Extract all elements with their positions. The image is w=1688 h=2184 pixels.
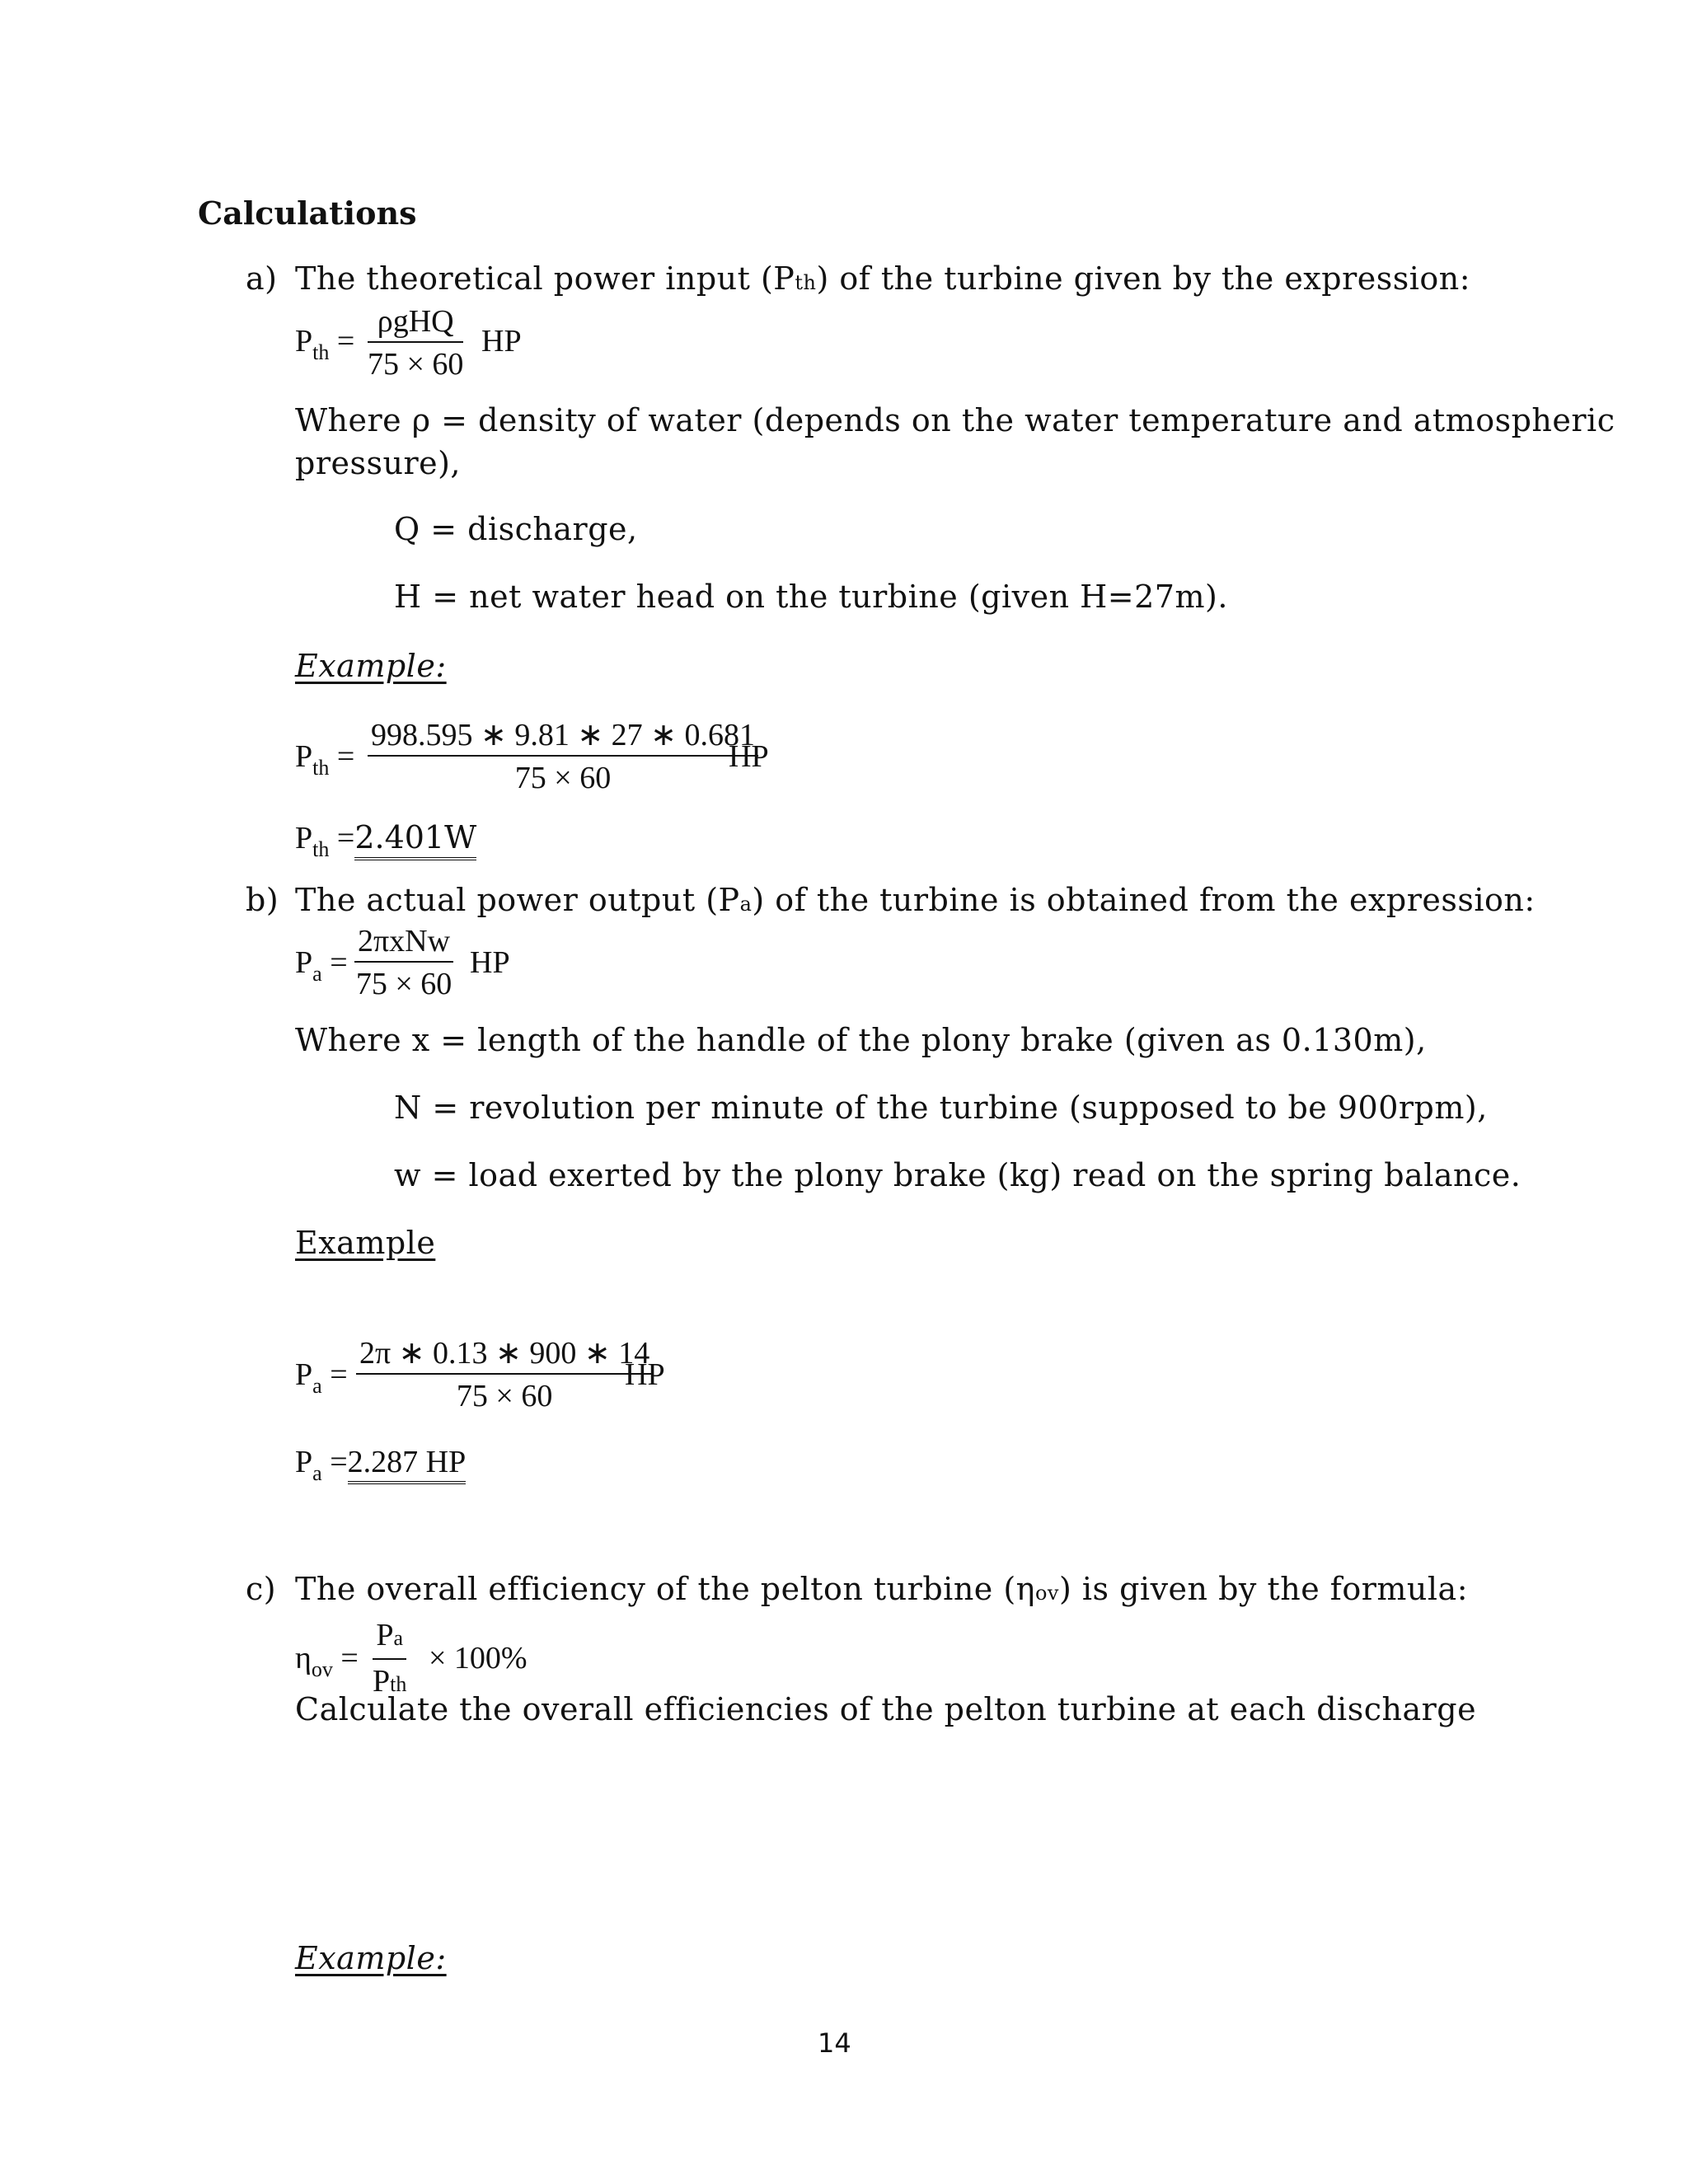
pa-lhs-symbol: P bbox=[295, 945, 313, 980]
pa-fraction bbox=[354, 923, 453, 1002]
part-c-intro-pre: The overall efficiency of the pelton turbine (η bbox=[295, 1571, 1035, 1607]
pa-denominator: 75 × 60 bbox=[355, 967, 452, 1001]
part-a-intro-pre: The theoretical power input (P bbox=[295, 260, 795, 297]
part-c-intro-post: ) is given by the formula: bbox=[1058, 1571, 1469, 1607]
pth-example-numerator: 998.595 ∗ 9.81 ∗ 27 ∗ 0.681 bbox=[368, 717, 758, 757]
example-label-a: Example: bbox=[295, 648, 447, 684]
pa-example-numerator: 2π ∗ 0.13 ∗ 900 ∗ 14 bbox=[356, 1335, 653, 1375]
pa-lhs-subscript: a bbox=[312, 962, 322, 986]
pth-example-denominator: 75 × 60 bbox=[514, 761, 612, 795]
h-definition: H = net water head on the turbine (given H=27m). bbox=[394, 579, 1228, 615]
pth-formula-lhs: $P_{th}$ = bbox=[295, 324, 355, 364]
pth-example-symbol: P bbox=[295, 739, 313, 774]
pth-denominator: 75 × 60 bbox=[368, 347, 464, 382]
pth-numerator: ρgHQ bbox=[368, 303, 463, 343]
pa-result-symbol: P bbox=[295, 1445, 313, 1479]
pth-lhs-subscript: th bbox=[312, 340, 330, 364]
pth-fraction bbox=[368, 303, 463, 382]
pa-example-denominator: 75 × 60 bbox=[456, 1379, 553, 1413]
part-b-intro bbox=[295, 882, 1536, 918]
eta-fraction bbox=[373, 1617, 406, 1703]
pth-lhs-symbol: P bbox=[295, 324, 313, 359]
part-c-intro-sub: ov bbox=[1034, 1582, 1059, 1605]
pa-example-symbol: P bbox=[295, 1357, 313, 1392]
eta-tail: × 100% bbox=[429, 1641, 528, 1675]
item-marker-a: a) bbox=[246, 260, 278, 297]
pth-example-unit: HP bbox=[729, 739, 769, 774]
w-definition: w = load exerted by the plony brake (kg) read on the spring balance. bbox=[394, 1157, 1522, 1193]
eta-lhs-subscript: ov bbox=[311, 1657, 333, 1681]
eta-numerator bbox=[373, 1617, 406, 1660]
item-marker-c: c) bbox=[246, 1571, 277, 1607]
n-definition: N = revolution per minute of the turbine (supposed to be 900rpm), bbox=[394, 1090, 1488, 1126]
part-c-intro bbox=[295, 1571, 1468, 1607]
eta-formula-lhs: $\eta_{ov}$ = bbox=[295, 1641, 359, 1681]
instruction-text: Calculate the overall efficiencies of the pelton turbine at each discharge bbox=[295, 1691, 1477, 1727]
part-a-intro-sub: th bbox=[795, 271, 817, 294]
where-rho-line2: pressure), bbox=[295, 445, 462, 481]
section-heading: Calculations bbox=[198, 194, 417, 232]
pth-result bbox=[295, 819, 477, 861]
part-a-intro bbox=[295, 260, 1470, 297]
pa-result-value: 2.287 HP bbox=[348, 1445, 467, 1484]
eta-den-sub: th bbox=[390, 1672, 407, 1696]
pth-example-fraction bbox=[368, 717, 758, 796]
part-b-intro-sub: a bbox=[739, 893, 753, 916]
item-marker-b: b) bbox=[246, 882, 279, 918]
eta-num-sub: a bbox=[393, 1626, 404, 1650]
eta-num-base: P bbox=[376, 1618, 394, 1652]
pa-unit: HP bbox=[470, 945, 510, 980]
eta-lhs-symbol: η bbox=[295, 1641, 312, 1675]
pa-example-fraction bbox=[356, 1335, 653, 1414]
q-definition: Q = discharge, bbox=[394, 511, 638, 547]
pa-example-unit: HP bbox=[625, 1357, 665, 1392]
where-rho-line1: Where ρ = density of water (depends on the water temperature and atmospheric bbox=[295, 402, 1615, 438]
pa-numerator: 2πxNw bbox=[354, 923, 453, 963]
pa-example-subscript: a bbox=[312, 1374, 322, 1398]
example-label-c: Example: bbox=[295, 1940, 447, 1976]
pa-result bbox=[295, 1444, 467, 1485]
pth-unit: HP bbox=[481, 324, 522, 359]
pth-result-subscript: th bbox=[312, 837, 330, 861]
example-label-b: Example bbox=[295, 1225, 436, 1261]
eta-den-base: P bbox=[373, 1664, 391, 1699]
pth-result-equals: = bbox=[336, 821, 355, 855]
pa-formula-lhs: $P_a$ = bbox=[295, 945, 348, 986]
pth-result-symbol: P bbox=[295, 821, 313, 855]
part-a-intro-post: ) of the turbine given by the expression: bbox=[816, 260, 1471, 297]
pth-example-lhs: $P_{th}$ = bbox=[295, 739, 355, 780]
pa-result-equals: = bbox=[330, 1445, 348, 1479]
pa-result-subscript: a bbox=[312, 1461, 322, 1485]
part-b-intro-pre: The actual power output (P bbox=[295, 882, 740, 918]
part-b-intro-post: ) of the turbine is obtained from the expression: bbox=[752, 882, 1536, 918]
pth-example-subscript: th bbox=[312, 756, 330, 780]
pa-example-lhs: $P_a$ = bbox=[295, 1357, 348, 1398]
page-number: 14 bbox=[818, 2027, 851, 2059]
x-definition: Where x = length of the handle of the plony brake (given as 0.130m), bbox=[295, 1022, 1427, 1058]
pth-result-value: 2.401W bbox=[354, 819, 476, 860]
